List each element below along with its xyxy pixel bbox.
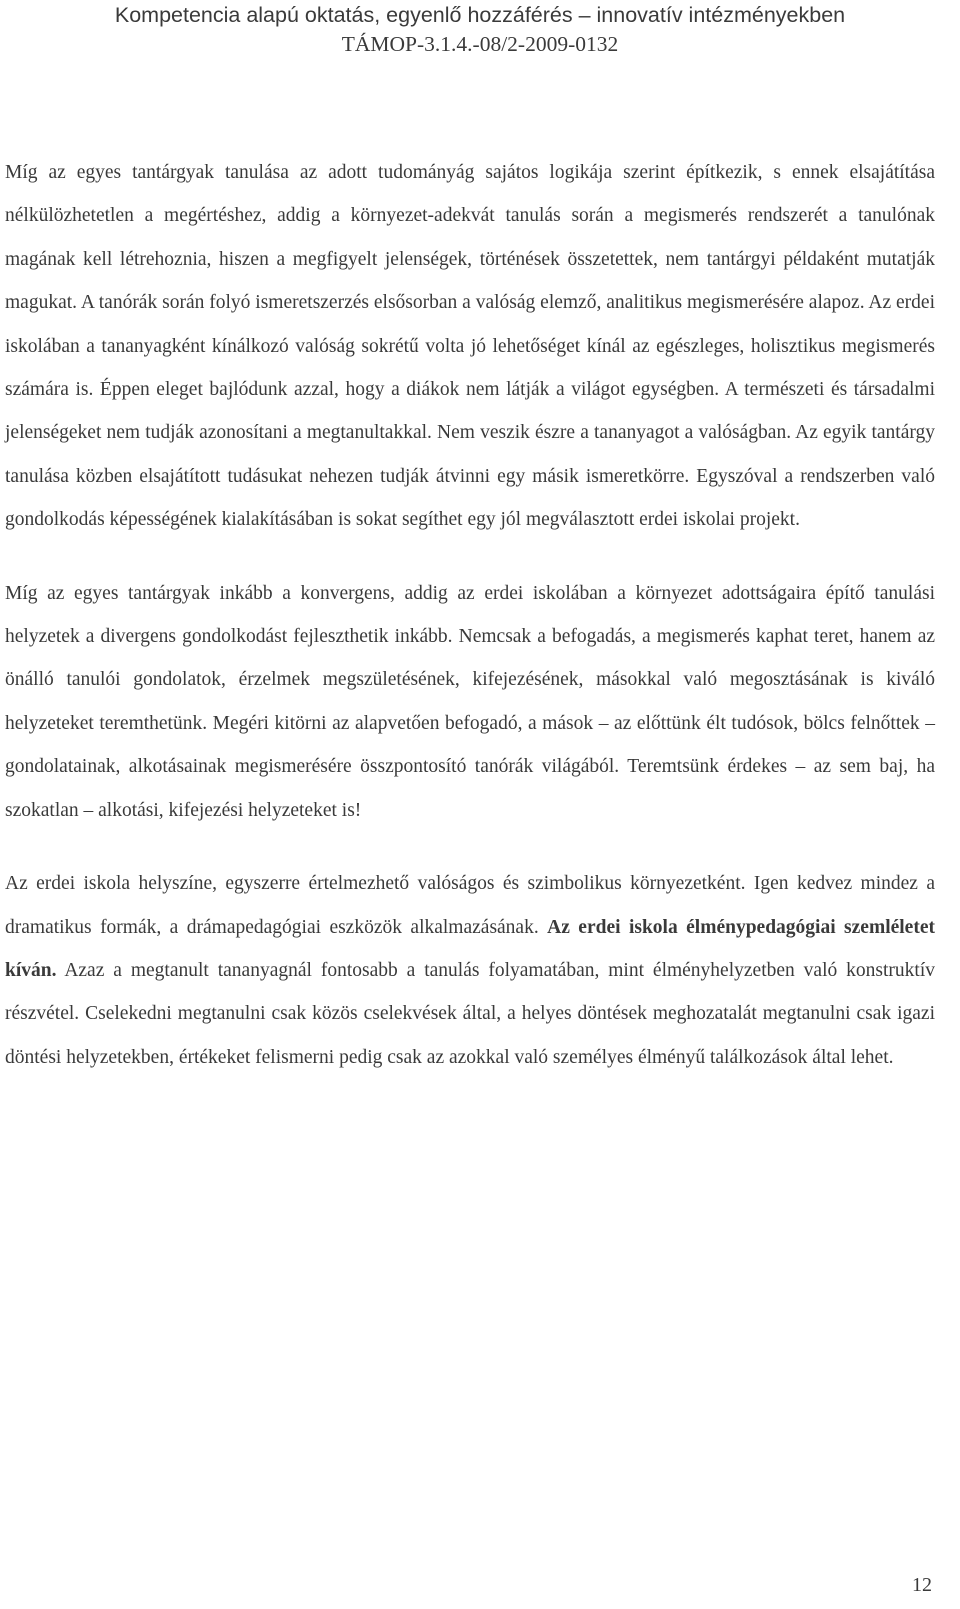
paragraph-3-rest: Azaz a megtanult tananyagnál fontosabb a tanulás folyamatában, mint élményhelyzetben való konstruktív részvétel. Cselekedni megtanulni csak közös cselekvések által, a helyes döntések meghozatalát megtanulni csak igazi döntési helyzetekben, értékeket felismerni pedig csak az azokkal való személyes élményű találkozások által lehet. bbox=[5, 959, 935, 1068]
header-project-code: TÁMOP-3.1.4.-08/2-2009-0132 bbox=[341, 32, 619, 56]
paragraph-3 bbox=[5, 862, 935, 1079]
page-header bbox=[0, 0, 960, 57]
paragraph-2: Míg az egyes tantárgyak inkább a konvergens, addig az erdei iskolában a környezet adottságaira építő tanulási helyzetek a divergens gondolkodást fejleszthetik inkább. Nemcsak a befogadás, a megismerés kaphat teret, hanem az önálló tanulói gondolatok, érzelmek megszületésének, kifejezésének, másokkal való megosztásának is kiváló helyzeteket teremthetünk. Megéri kitörni az alapvetően befogadó, a mások – az előttünk élt tudósok, bölcs felnőttek – gondolatainak, alkotásainak megismerésére összpontosító tanórák világából. Teremtsünk érdekes – az sem baj, ha szokatlan – alkotási, kifejezési helyzeteket is! bbox=[5, 582, 935, 821]
paragraph-1: Míg az egyes tantárgyak tanulása az adott tudományág sajátos logikája szerint építkezik, s ennek elsajátítása nélkülözhetetlen a megértéshez, addig a környezet-adekvát tanulás során a megismerés rendszerét a tanulónak magának kell létrehoznia, hiszen a megfigyelt jelenségek, történések összetettek, nem tantárgyi példaként mutatják magukat. A tanórák során folyó ismeretszerzés elsősorban a valóság elemző, analitikus megismerésére alapoz. Az erdei iskolában a tananyagként kínálkozó valóság sokrétű volta jó lehetőséget kínál az egészleges, holisztikus megismerés számára is. Éppen eleget bajlódunk azzal, hogy a diákok nem látják a világot egységben. A természeti és társadalmi jelenségeket nem tudják azonosítani a megtanultakkal. Nem veszik észre a tananyagot a valóságban. Az egyik tantárgy tanulása közben elsajátított tudásukat nehezen tudják átvinni egy másik ismeretkörre. Egyszóval a rendszerben való gondolkodás képességének kialakításában is sokat segíthet egy jól megválasztott erdei iskolai projekt. bbox=[5, 162, 935, 531]
page-number: 12 bbox=[912, 1574, 932, 1596]
paragraph-3-intro: Az erdei iskola helyszíne, egyszerre értelmezhető valóságos és szimbolikus környezetként. Igen kedvez mindez a dramatikus formák, a drámapedagógiai eszközök alkalmazásának. bbox=[5, 873, 935, 938]
document-body bbox=[5, 151, 935, 1079]
header-project-title: Kompetencia alapú oktatás, egyenlő hozzáférés – innovatív intézményekben bbox=[114, 3, 846, 27]
paragraph-3-emphasis: Az erdei iskola élménypedagógiai szemléletet kíván. bbox=[5, 916, 935, 981]
